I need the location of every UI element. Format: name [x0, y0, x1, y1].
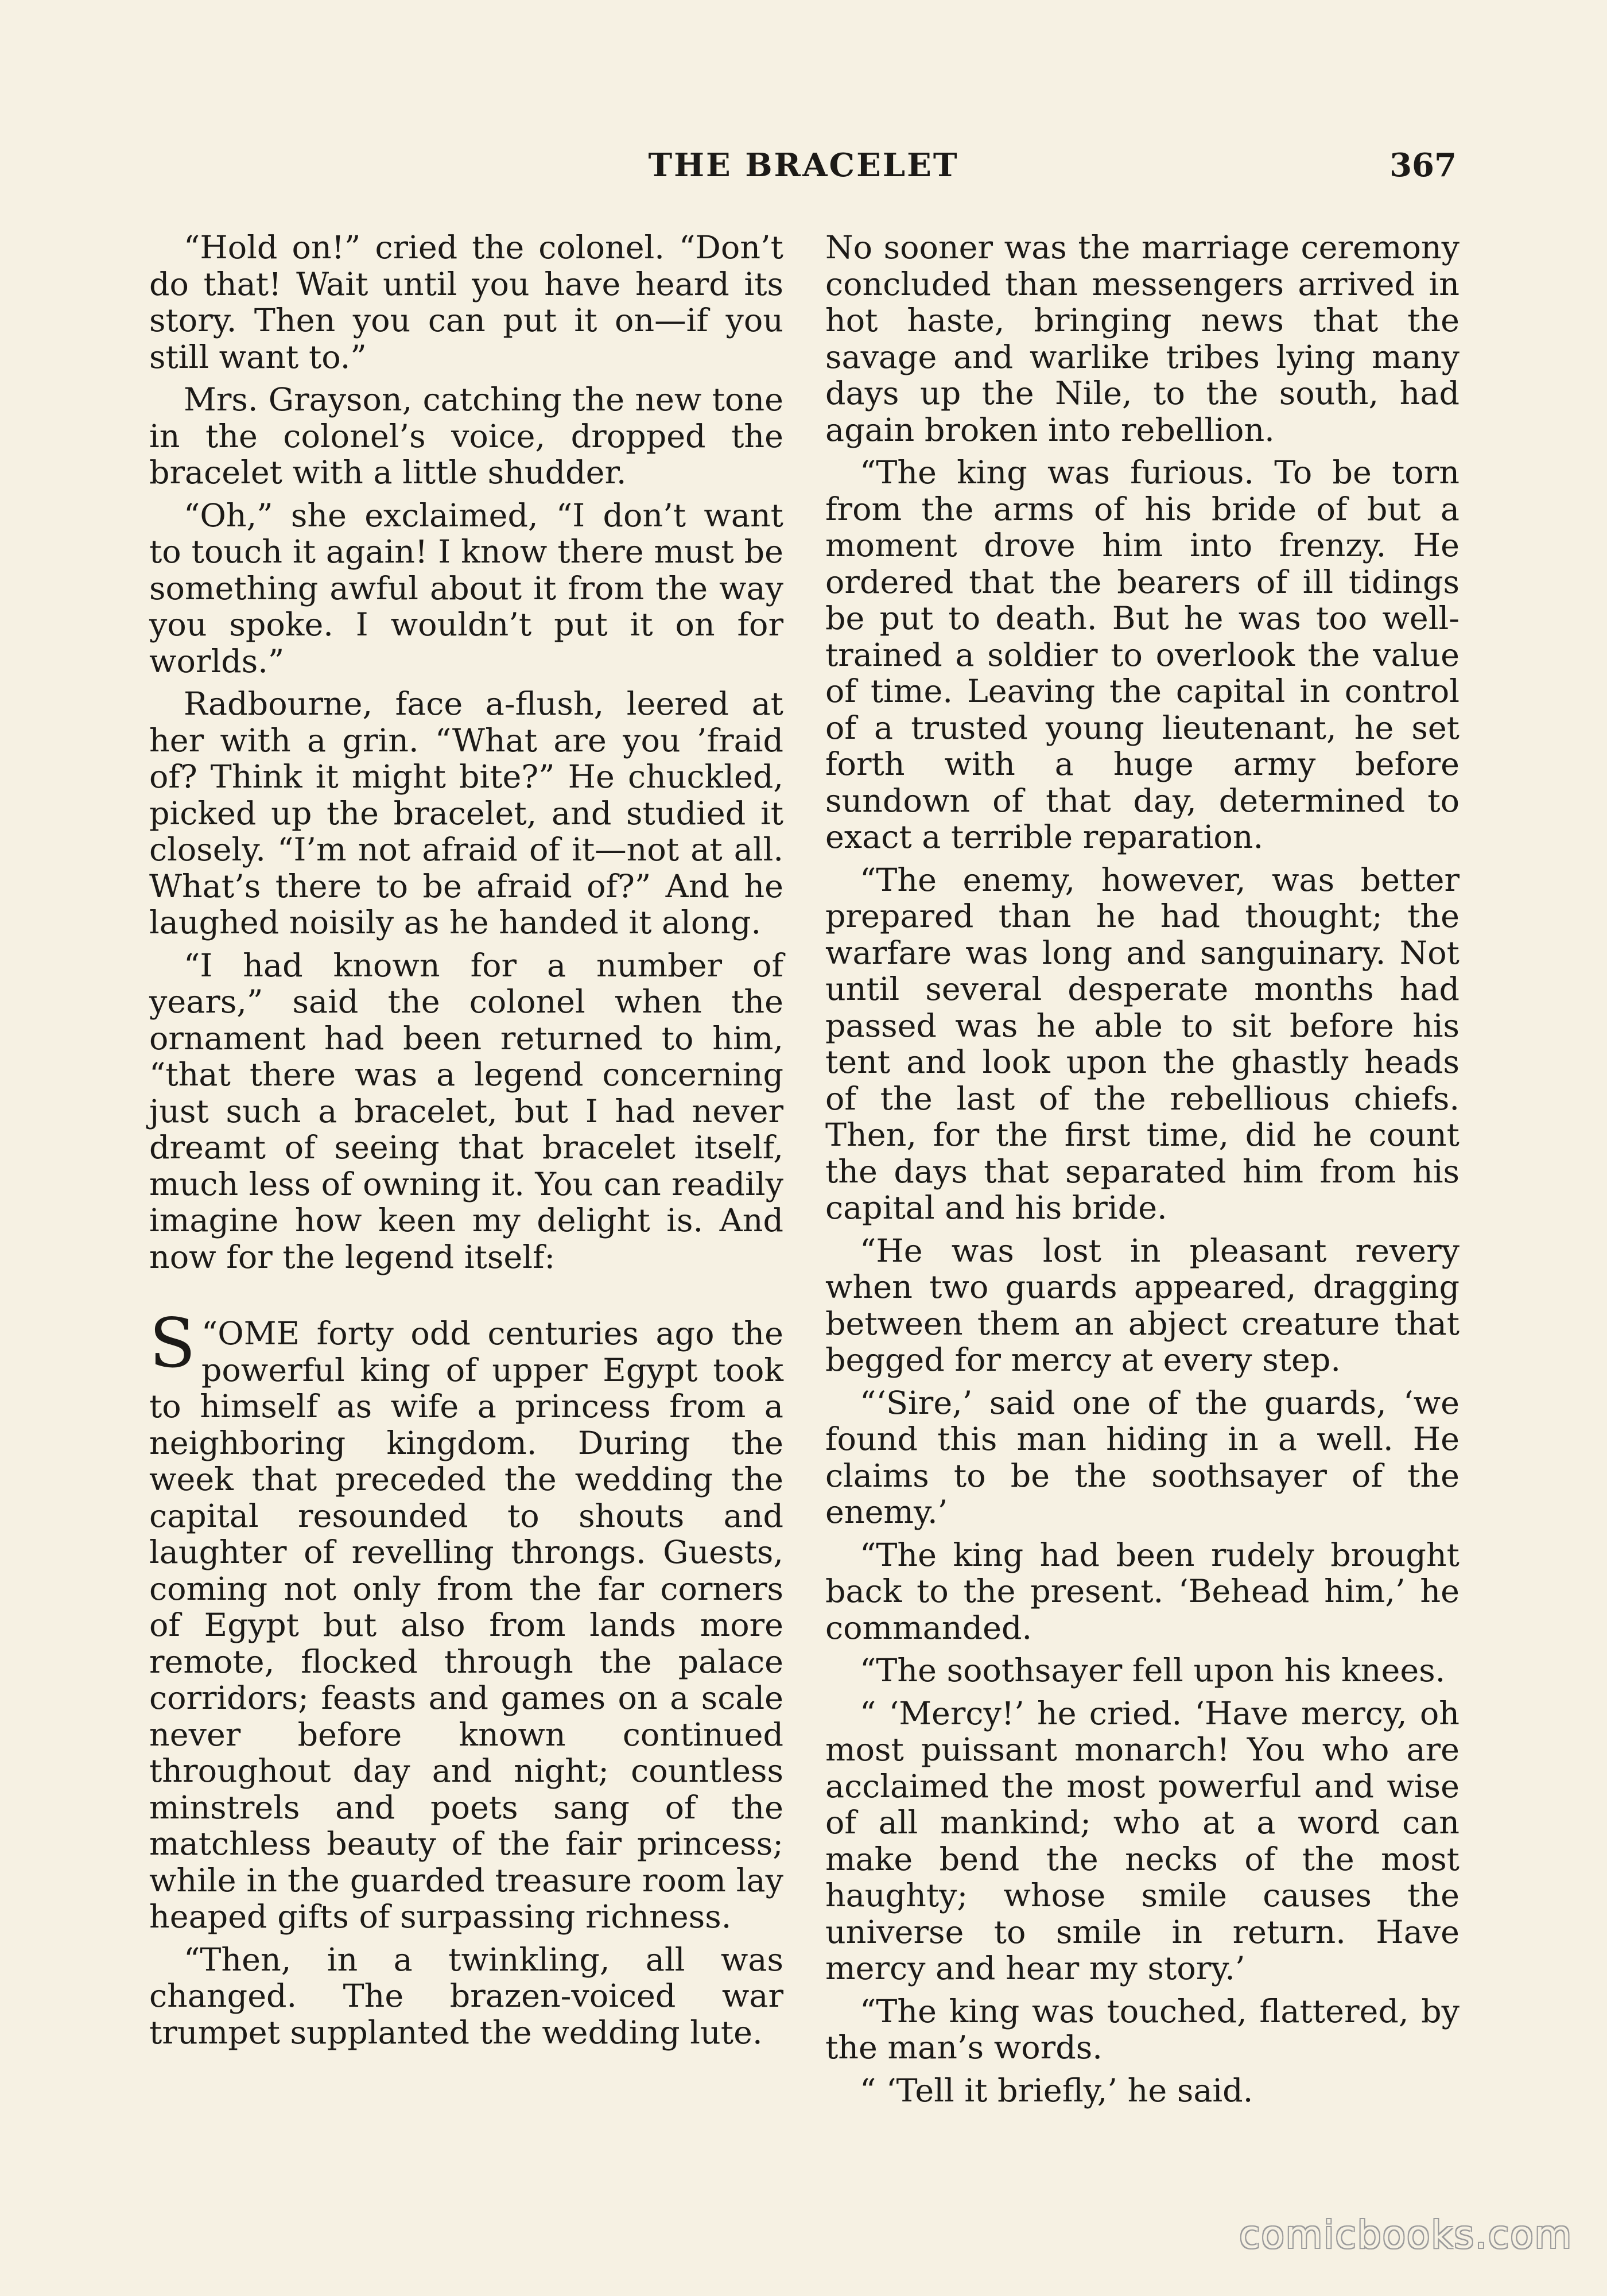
- paragraph: “ ‘Tell it briefly,’ he said.: [860, 2072, 1253, 2109]
- running-title: THE BRACELET: [648, 146, 959, 184]
- paragraph: “‘Sire,’ said one of the guards, ‘we found this man hiding in a well. He claims to be the soothsayer of the enemy.’: [825, 1384, 1460, 1531]
- paragraph: “The enemy, however, was better prepared than he had thought; the warfare was long and sanguinary. Not until several desperate months had passed was he able to sit before his tent and look upon the ghastly heads of the last of the rebellious chiefs. Then, for the first time, did he count the days that separated him from his capital and his bride.: [825, 861, 1460, 1227]
- watermark: comicbooks.com: [1239, 2213, 1573, 2257]
- legend-text: forty odd centuries ago the powerful king of upper Egypt took to himself as wife a princess from a neighboring kingdom. During the week that preceded the wedding the capital resounded to shouts and laughter of revelling throngs. Guests, coming not only from the far corners of Egypt but also from lands more remote, flocked through the palace corridors; feasts and games on a scale never before known continued throughout day and night; countless minstrels and poets sang of the matchless beauty of the fair princess; while in the guarded treasure room lay heaped gifts of surpassing richness.: [149, 1315, 783, 1936]
- legend-open-quote: “: [201, 1315, 218, 1352]
- small-caps-lead: OME: [218, 1315, 300, 1352]
- page-number: 367: [1389, 146, 1457, 184]
- right-column: [825, 230, 1460, 2115]
- paragraph: “Then, in a twinkling, all was changed. The brazen-voiced war trumpet supplanted the wedding lute.: [149, 1941, 783, 2051]
- paragraph: Mrs. Grayson, catching the new tone in the colonel’s voice, dropped the bracelet with a little shudder.: [149, 381, 783, 491]
- paragraph: “Oh,” she exclaimed, “I don’t want to touch it again! I know there must be something awful about it from the way you spoke. I wouldn’t put it on for worlds.”: [149, 497, 783, 680]
- drop-cap: S: [149, 1304, 196, 1383]
- paragraph: Radbourne, face a-flush, leered at her with a grin. “What are you ’fraid of? Think it might bite?” He chuckled, picked up the bracelet, and studied it closely. “I’m not afraid of it—not at all. What’s there to be afraid of?” And he laughed noisily as he handed it along.: [149, 685, 783, 941]
- legend-opening-paragraph: [149, 1304, 783, 1936]
- paragraph: “Hold on!” cried the colonel. “Don’t do that! Wait until you have heard its story. Then you can put it on—if you still want to.”: [149, 229, 783, 376]
- left-column: [149, 230, 783, 2057]
- paragraph: “The king was furious. To be torn from the arms of his bride of but a moment drove him into frenzy. He ordered that the bearers of ill tidings be put to death. But he was too well-trained a soldier to overlook the value of time. Leaving the capital in control of a trusted young lieutenant, he set forth with a huge army before sundown of that day, determined to exact a terrible reparation.: [825, 454, 1460, 856]
- paragraph: “The soothsayer fell upon his knees.: [860, 1652, 1446, 1689]
- paragraph: “ ‘Mercy!’ he cried. ‘Have mercy, oh most puissant monarch! You who are acclaimed the most powerful and wise of all mankind; who at a word can make bend the necks of the most haughty; whose smile causes the universe to smile in return. Have mercy and hear my story.’: [825, 1694, 1460, 1987]
- paragraph: “He was lost in pleasant revery when two guards appeared, dragging between them an abject creature that begged for mercy at every step.: [825, 1232, 1460, 1379]
- paragraph: “The king had been rudely brought back to the present. ‘Behead him,’ he commanded.: [825, 1536, 1460, 1647]
- paragraph: “The king was touched, flattered, by the man’s words.: [825, 1992, 1460, 2066]
- continued-paragraph: No sooner was the marriage ceremony concluded than messengers arrived in hot haste, bringing news that the savage and warlike tribes lying many days up the Nile, to the south, had again broken into rebellion.: [825, 229, 1460, 449]
- paragraph: “I had known for a number of years,” said the colonel when the ornament had been returned to him, “that there was a legend concerning just such a bracelet, but I had never dreamt of seeing that bracelet itself, much less of owning it. You can readily imagine how keen my delight is. And now for the legend itself:: [149, 947, 783, 1276]
